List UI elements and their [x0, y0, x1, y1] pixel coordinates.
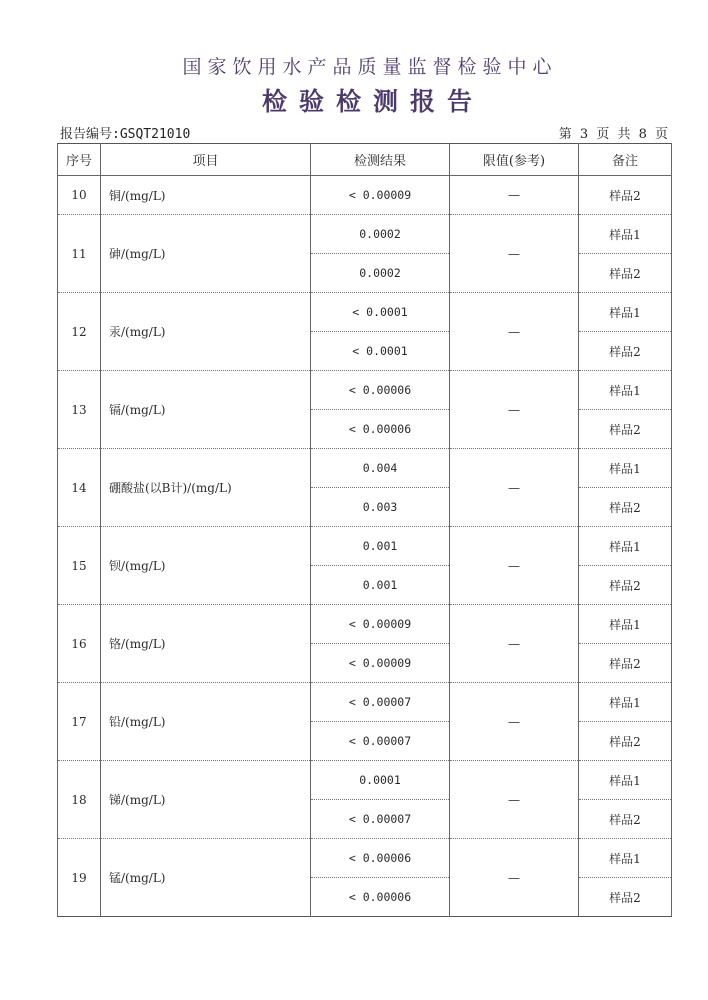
row-note: 样品1: [579, 293, 672, 332]
table-header-row: [58, 144, 672, 176]
row-result: < 0.00007: [311, 800, 450, 839]
row-note: 样品1: [579, 683, 672, 722]
row-note: 样品2: [579, 176, 672, 215]
report-title: 检验检测报告: [261, 87, 484, 116]
row-result: < 0.00006: [311, 410, 450, 449]
table-row: [58, 371, 672, 410]
row-number: 13: [58, 371, 101, 449]
row-note: 样品1: [579, 761, 672, 800]
table-row: [58, 176, 672, 215]
row-item: 钡/(mg/L): [101, 527, 311, 605]
table-row: [58, 527, 672, 566]
table-row: [58, 605, 672, 644]
row-result: < 0.00009: [311, 605, 450, 644]
row-result: < 0.00006: [311, 839, 450, 878]
row-result: 0.0001: [311, 761, 450, 800]
row-item: 铜/(mg/L): [101, 176, 311, 215]
row-note: 样品1: [579, 371, 672, 410]
row-number: 19: [58, 839, 101, 917]
row-item: 镉/(mg/L): [101, 371, 311, 449]
row-result: < 0.00006: [311, 878, 450, 917]
row-note: 样品2: [579, 254, 672, 293]
row-limit: —: [450, 371, 579, 449]
row-result: < 0.0001: [311, 293, 450, 332]
row-limit: —: [450, 215, 579, 293]
row-item: 硼酸盐(以B计)/(mg/L): [101, 449, 311, 527]
row-item: 汞/(mg/L): [101, 293, 311, 371]
table-row: [58, 839, 672, 878]
column-header-number: 序号: [58, 144, 101, 176]
row-item: 铅/(mg/L): [101, 683, 311, 761]
row-result: < 0.00007: [311, 683, 450, 722]
report-number-label: 报告编号:: [60, 127, 120, 142]
row-limit: —: [450, 683, 579, 761]
table-row: [58, 683, 672, 722]
row-result: < 0.0001: [311, 332, 450, 371]
row-note: 样品2: [579, 878, 672, 917]
row-result: 0.004: [311, 449, 450, 488]
column-header-limit: 限值(参考): [450, 144, 579, 176]
row-note: 样品1: [579, 839, 672, 878]
row-item: 锰/(mg/L): [101, 839, 311, 917]
table-row: [58, 761, 672, 800]
row-note: 样品2: [579, 566, 672, 605]
row-note: 样品1: [579, 527, 672, 566]
row-note: 样品2: [579, 644, 672, 683]
row-note: 样品2: [579, 488, 672, 527]
column-header-note: 备注: [579, 144, 672, 176]
row-note: 样品2: [579, 332, 672, 371]
row-limit: —: [450, 605, 579, 683]
results-table: [57, 143, 672, 917]
table-row: [58, 215, 672, 254]
row-item: 砷/(mg/L): [101, 215, 311, 293]
row-result: 0.001: [311, 566, 450, 605]
row-number: 17: [58, 683, 101, 761]
row-note: 样品2: [579, 410, 672, 449]
table-row: [58, 293, 672, 332]
row-result: < 0.00006: [311, 371, 450, 410]
row-limit: —: [450, 176, 579, 215]
row-limit: —: [450, 449, 579, 527]
row-result: 0.0002: [311, 254, 450, 293]
row-limit: —: [450, 293, 579, 371]
row-number: 15: [58, 527, 101, 605]
row-note: 样品1: [579, 449, 672, 488]
row-number: 11: [58, 215, 101, 293]
row-result: < 0.00007: [311, 722, 450, 761]
page-indicator: 第 3 页 共 8 页: [558, 127, 670, 142]
row-limit: —: [450, 527, 579, 605]
report-number-value: GSQT21010: [119, 127, 191, 142]
organization-title: 国家饮用水产品质量监督检验中心: [182, 56, 558, 78]
row-result: 0.0002: [311, 215, 450, 254]
row-note: 样品2: [579, 722, 672, 761]
report-number: [60, 123, 190, 142]
table-row: [58, 449, 672, 488]
row-note: 样品1: [579, 215, 672, 254]
column-header-result: 检测结果: [311, 144, 450, 176]
row-limit: —: [450, 761, 579, 839]
column-header-item: 项目: [101, 144, 311, 176]
row-result: < 0.00009: [311, 644, 450, 683]
row-item: 铬/(mg/L): [101, 605, 311, 683]
row-number: 12: [58, 293, 101, 371]
row-limit: —: [450, 839, 579, 917]
row-number: 16: [58, 605, 101, 683]
row-number: 10: [58, 176, 101, 215]
row-note: 样品1: [579, 605, 672, 644]
row-item: 锑/(mg/L): [101, 761, 311, 839]
row-number: 18: [58, 761, 101, 839]
row-note: 样品2: [579, 800, 672, 839]
row-result: 0.003: [311, 488, 450, 527]
row-result: < 0.00009: [311, 176, 450, 215]
row-result: 0.001: [311, 527, 450, 566]
row-number: 14: [58, 449, 101, 527]
